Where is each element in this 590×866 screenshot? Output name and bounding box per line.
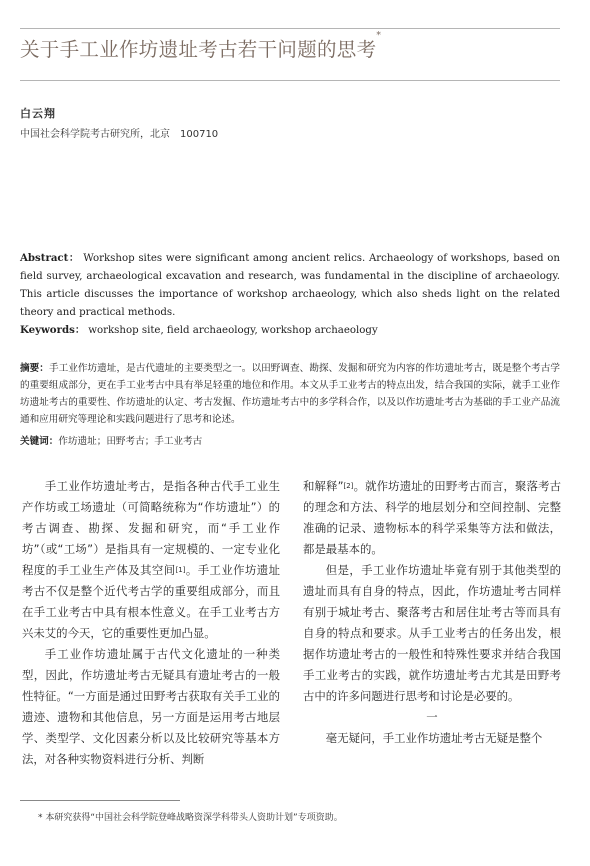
keywords-en-label: Keywords： bbox=[20, 324, 86, 336]
body-paragraph: 手工业作坊遗址属于古代文化遗址的一种类型，因此，作坊遗址考古无疑具有遗址考古的一般性特征。“一方面是通过田野考古获取有关手工业的遗迹、遗物和其他信息，另一方面是运用考古地层学、类型学、文化因素分析以及比较研究等基本方法，对各种实物资料进行分析、判断 bbox=[22, 647, 280, 766]
abstract-cn-text: 手工业作坊遗址，是古代遗址的主要类型之一。以田野调查、勘探、发掘和研究为内容的作坊遗址考古，既是整个考古学的重要组成部分，更在手工业考古中具有举足轻重的地位和作用。本文从手工业考古的特点出发，结合我国的实际，就手工业作坊遗址考古的重要性、作坊遗址的认定、考古发掘、作坊遗址考古中的多学科合作，以及以作坊遗址考古为基础的手工业产品流通和应用研究等理论和实践问题进行了思考和论述。 bbox=[20, 363, 561, 425]
keywords-cn-text: 作坊遗址；田野考古；手工业考古 bbox=[58, 436, 203, 447]
citation-ref[interactable]: [1] bbox=[175, 566, 186, 574]
body-column-left bbox=[22, 476, 280, 770]
body-paragraph: 但是，手工业作坊遗址毕竟有别于其他类型的遗址而具有自身的特点，因此，作坊遗址考古同样有别于城址考古、聚落考古和居住址考古等而具有自身的特点和要求。从手工业考古的任务出发，根据作坊遗址考古的一般性和特殊性要求并结合我国手工业考古的实践，就作坊遗址考古尤其是田野考古中的许多问题进行思考和讨论是必要的。 bbox=[303, 563, 561, 703]
citation-ref[interactable]: [2] bbox=[343, 482, 354, 490]
keywords-en bbox=[20, 321, 560, 340]
keywords-cn bbox=[20, 433, 560, 450]
footnote: * 本研究获得“中国社会科学院登峰战略资深学科带头人资助计划”专项资助。 bbox=[38, 813, 343, 823]
abstract-cn-label: 摘要： bbox=[20, 363, 49, 374]
page-title bbox=[20, 31, 580, 62]
title-footnote-marker[interactable]: * bbox=[376, 31, 382, 41]
keywords-cn-label: 关键词： bbox=[20, 436, 59, 447]
abstract-en bbox=[20, 249, 560, 322]
body-text: 。就作坊遗址的田野考古而言，聚落考古的理念和方法、科学的地层划分和空间控制、完整准确的记录、遗物标本的科学采集等方法和做法，都是最基本的。 bbox=[303, 479, 561, 556]
body-column-right bbox=[303, 476, 561, 749]
body-text: 。手工业作坊遗址考古不仅是整个近代考古学的重要组成部分，而且在手工业考古中具有根本性意义。在手工业考古方兴未艾的今天，它的重要性更加凸显。 bbox=[22, 563, 280, 640]
section-number: 一 bbox=[426, 710, 438, 724]
top-rule bbox=[20, 28, 560, 29]
body-text: 和解释” bbox=[303, 479, 344, 493]
author-name: 白云翔 bbox=[20, 107, 56, 120]
footnote-rule bbox=[20, 800, 180, 801]
body-text: 手工业作坊遗址考古，是指各种古代手工业生产作坊或工场遗址（可简略统称为“作坊遗址”）的考古调查、勘探、发掘和研究，而“手工业作坊”（或“工场”）是指具有一定规模的、一定专业化程度的手工业生产体及其空间 bbox=[22, 479, 280, 577]
abstract-en-text: Workshop sites were significant among ancient relics. Archaeology of workshops, based on field survey, archaeological excavation and research, was fundamental in the discipline of archaeology. This article discusses the importance of workshop archaeology, which also sheds light on the related theory and practical methods. bbox=[20, 253, 560, 318]
keywords-en-text: workshop site, field archaeology, workshop archaeology bbox=[88, 325, 378, 336]
body-paragraph bbox=[303, 476, 561, 560]
abstract-en-label: Abstract： bbox=[20, 252, 80, 264]
title-rule bbox=[20, 80, 560, 81]
title-text: 关于手工业作坊遗址考古若干问题的思考 bbox=[20, 38, 377, 61]
author-affiliation: 中国社会科学院考古研究所，北京 100710 bbox=[20, 129, 219, 140]
body-paragraph: 毫无疑问，手工业作坊遗址考古无疑是整个 bbox=[325, 731, 543, 745]
abstract-cn bbox=[20, 360, 560, 428]
body-paragraph bbox=[22, 476, 280, 644]
